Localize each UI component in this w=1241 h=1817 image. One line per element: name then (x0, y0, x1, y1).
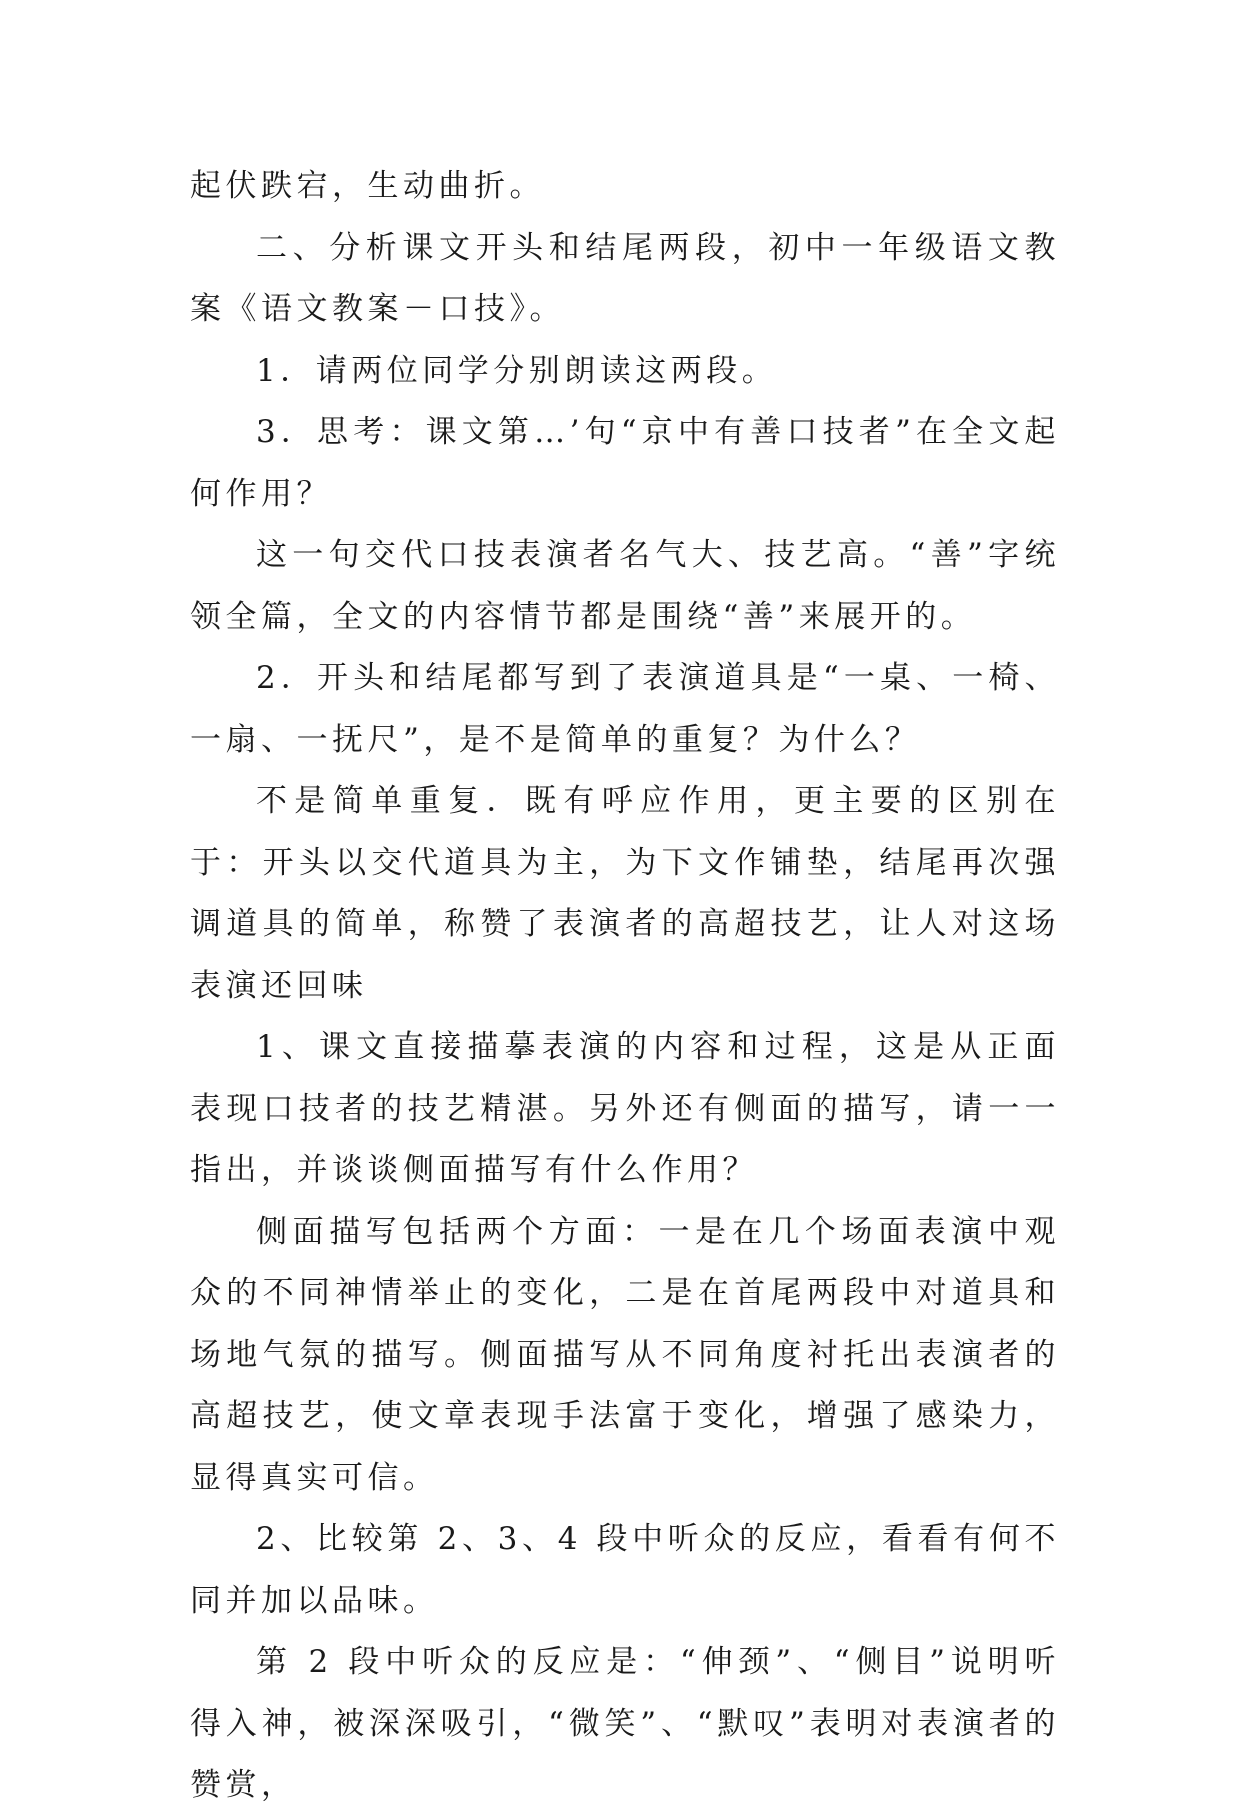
paragraph-4: 3．思考：课文第…’句“京中有善口技者”在全文起何作用？ (190, 414, 1060, 512)
paragraph-8: 1、课文直接描摹表演的内容和过程，这是从正面表现口技者的技艺精湛。另外还有侧面的描写，请一一指出，并谈谈侧面描写有什么作用？ (190, 1029, 1060, 1188)
paragraph-9: 侧面描写包括两个方面：一是在几个场面表演中观众的不同神情举止的变化，二是在首尾两段中对道具和场地气氛的描写。侧面描写从不同角度衬托出表演者的高超技艺，使文章表现手法富于变化，增强了感染力，显得真实可信。 (190, 1213, 1060, 1496)
paragraph-10: 2、比较第 2、3、4 段中听众的反应，看看有何不同并加以品味。 (190, 1521, 1060, 1619)
paragraph-6: 2．开头和结尾都写到了表演道具是“一桌、一椅、一扇、一抚尺”，是不是简单的重复？为什么？ (190, 660, 1060, 758)
paragraph-2: 二、分析课文开头和结尾两段，初中一年级语文教案《语文教案－口技》。 (190, 229, 1060, 327)
paragraph-11: 第 2 段中听众的反应是：“伸颈”、“侧目”说明听得入神，被深深吸引，“微笑”、“默叹”表明对表演者的赞赏， (190, 1644, 1060, 1803)
body-text (190, 156, 1060, 1817)
paragraph-3: 1．请两位同学分别朗读这两段。 (256, 352, 778, 389)
paragraph-5: 这一句交代口技表演者名气大、技艺高。“善”字统领全篇，全文的内容情节都是围绕“善”来展开的。 (190, 537, 1060, 635)
paragraph-7: 不是简单重复．既有呼应作用，更主要的区别在于：开头以交代道具为主，为下文作铺垫，结尾再次强调道具的简单，称赞了表演者的高超技艺，让人对这场表演还回味 (190, 783, 1060, 1004)
paragraph-1: 起伏跌宕，生动曲折。 (190, 168, 545, 204)
